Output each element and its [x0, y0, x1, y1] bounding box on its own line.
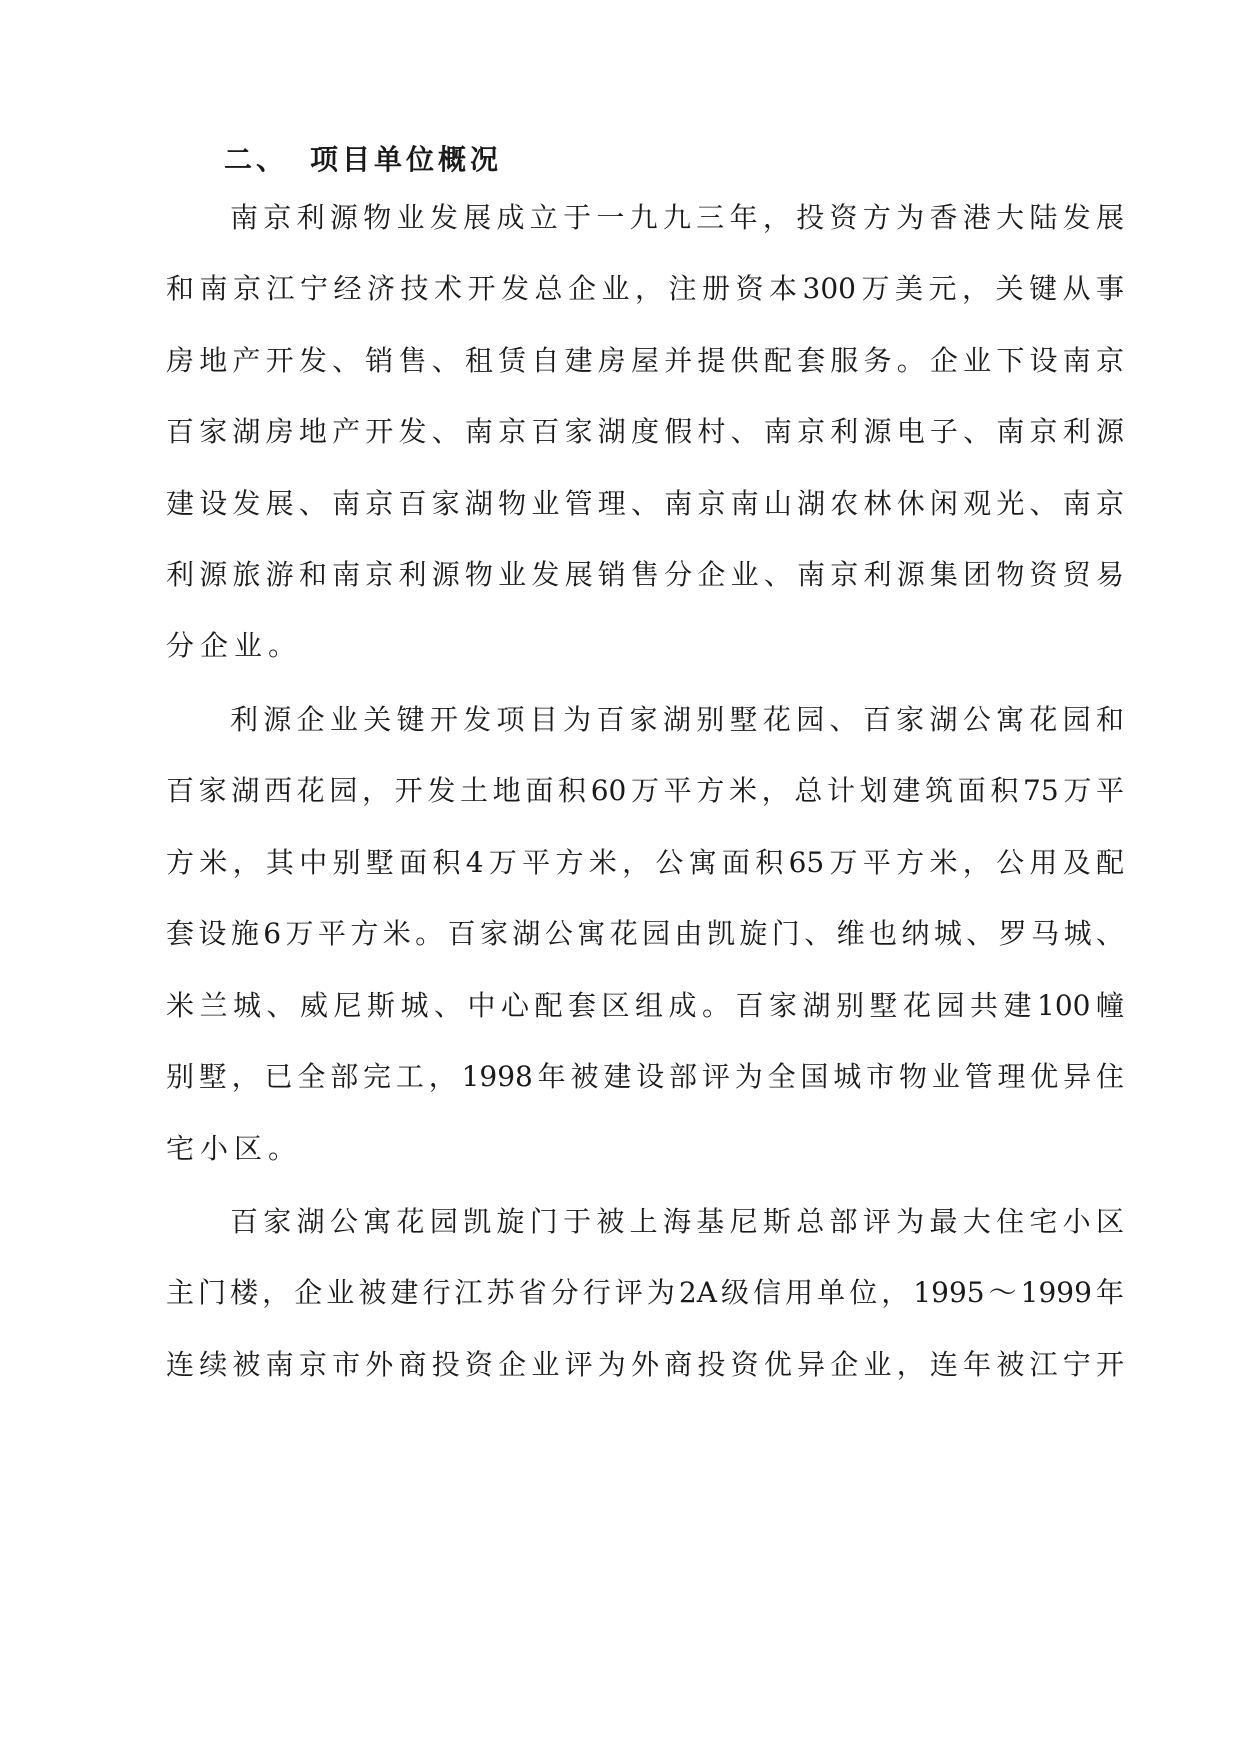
paragraph-2-line-3: 方米，其中别墅面积4万平方米，公寓面积65万平方米，公用及配	[166, 846, 1124, 879]
paragraph-2-line-1: 利源企业关键开发项目为百家湖别墅花园、百家湖公寓花园和	[230, 703, 1124, 736]
paragraph-3-line-3: 连续被南京市外商投资企业评为外商投资优异企业，连年被江宁开	[166, 1348, 1124, 1381]
section-title: 项目单位概况	[310, 143, 503, 176]
paragraph-2-line-2: 百家湖西花园，开发土地面积60万平方米，总计划建筑面积75万平	[166, 774, 1124, 807]
paragraph-2-line-4: 套设施6万平方米。百家湖公寓花园由凯旋门、维也纳城、罗马城、	[166, 917, 1124, 950]
paragraph-2-line-5: 米兰城、威尼斯城、中心配套区组成。百家湖别墅花园共建100幢	[166, 989, 1124, 1022]
paragraph-2-line-7: 宅小区。	[166, 1132, 303, 1165]
paragraph-2-line-6: 别墅，已全部完工，1998年被建设部评为全国城市物业管理优异住	[166, 1060, 1124, 1093]
paragraph-3-line-2: 主门楼，企业被建行江苏省分行评为2A级信用单位，1995～1999年	[166, 1276, 1124, 1309]
paragraph-1-line-2: 和南京江宁经济技术开发总企业，注册资本300万美元，关键从事	[166, 272, 1124, 305]
paragraph-1-line-7: 分企业。	[166, 629, 303, 662]
section-number: 二、	[224, 143, 289, 176]
paragraph-1-line-3: 房地产开发、销售、租赁自建房屋并提供配套服务。企业下设南京	[166, 344, 1124, 377]
paragraph-1-line-5: 建设发展、南京百家湖物业管理、南京南山湖农林休闲观光、南京	[166, 487, 1124, 520]
paragraph-3-line-1: 百家湖公寓花园凯旋门于被上海基尼斯总部评为最大住宅小区	[230, 1205, 1124, 1238]
paragraph-1-line-1: 南京利源物业发展成立于一九九三年，投资方为香港大陆发展	[230, 201, 1124, 234]
paragraph-1-line-4: 百家湖房地产开发、南京百家湖度假村、南京利源电子、南京利源	[166, 415, 1124, 448]
paragraph-1-line-6: 利源旅游和南京利源物业发展销售分企业、南京利源集团物资贸易	[166, 558, 1124, 591]
section-heading	[224, 138, 502, 178]
